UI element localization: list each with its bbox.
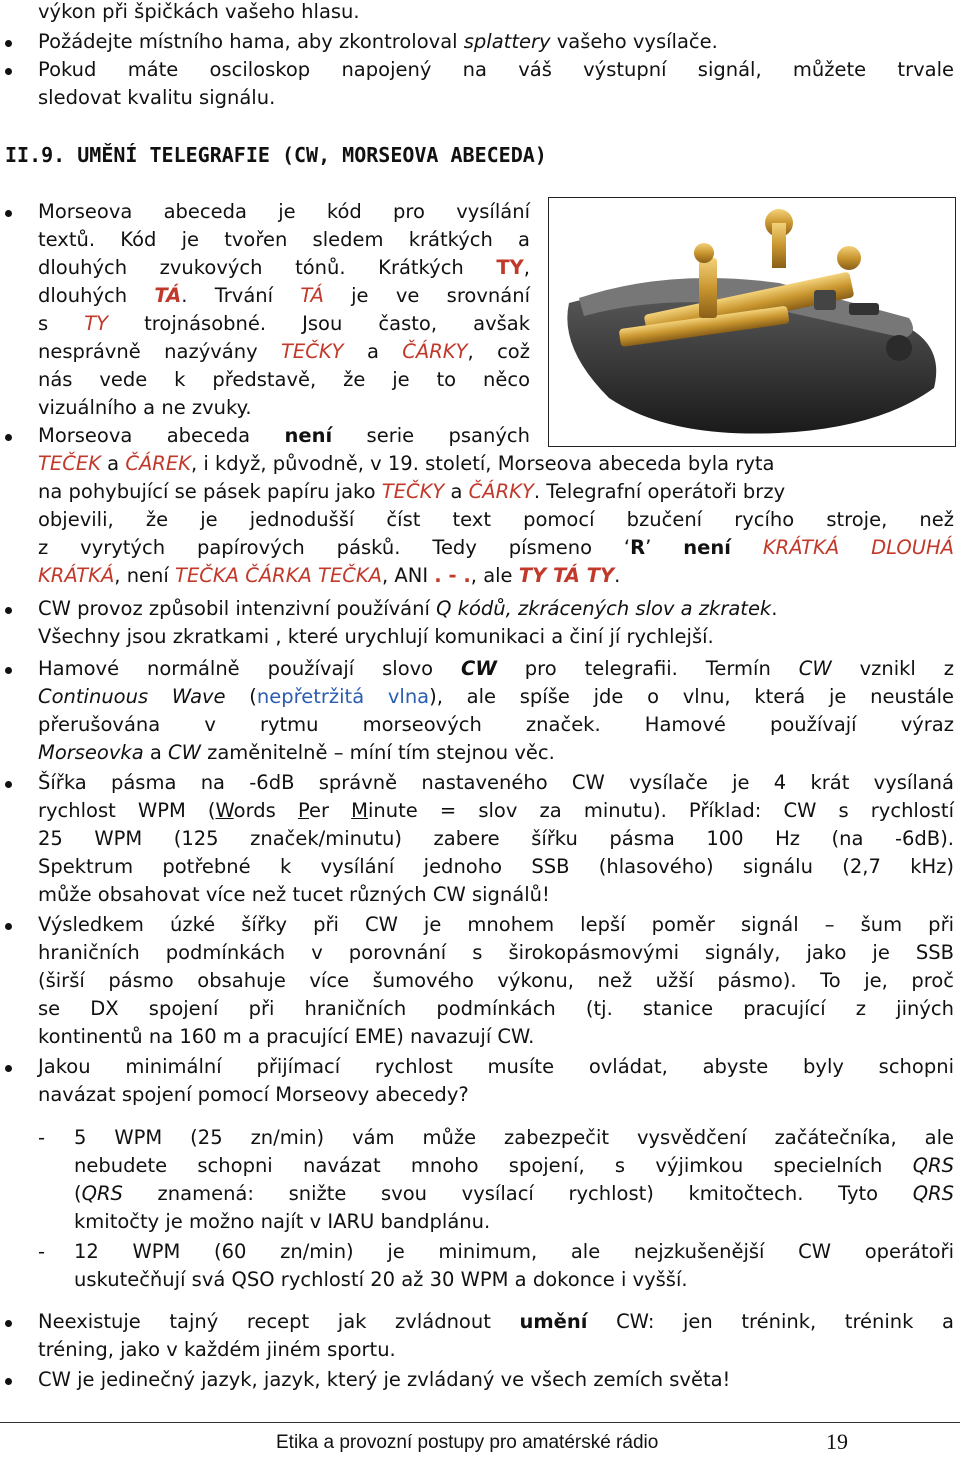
text-line: nás vede k představě, že je to něco [38, 368, 530, 391]
text-line: dlouhých TÁ. Trvání TÁ je ve srovnání [38, 284, 530, 307]
text-line: KRÁTKÁ, není TEČKA ČÁRKA TEČKA, ANI . - ., ale TY TÁ TY. [38, 564, 621, 587]
text-line: navázat spojení pomocí Morseovy abecedy? [38, 1083, 469, 1106]
text-line: Neexistuje tajný recept jak zvládnout umění CW: jen trénink, trénink a [38, 1310, 955, 1333]
bullet [5, 923, 12, 930]
section-heading: II.9. UMĚNÍ TELEGRAFIE (CW, MORSEOVA ABECEDA) [5, 143, 547, 167]
text-line: dlouhých zvukových tónů. Krátkých TY, [38, 256, 530, 279]
text-line: z vyrytých papírových pásků. Tedy písmeno ‘R’ není KRÁTKÁ DLOUHÁ [38, 536, 954, 559]
text-line: může obsahovat více než tucet různých CW signálů! [38, 883, 550, 906]
text-line: s TY trojnásobné. Jsou často, avšak [38, 312, 531, 335]
text-line: nesprávně nazývány TEČKY a ČÁRKY, což [38, 340, 530, 363]
telegraph-key-icon [549, 198, 955, 446]
text-line: nebudete schopni navázat mnoho spojení, s výjimkou specielních QRS [74, 1154, 954, 1177]
text-line: objevili, že je jednodušší číst text pomocí bzučení rycího stroje, než [38, 508, 954, 531]
text-line: přerušována v rytmu morseových značek. Hamové používají výraz [38, 713, 954, 736]
bullet [5, 781, 12, 788]
text-line: 5 WPM (25 zn/min) vám může zabezpečit vysvědčení začátečníka, ale [74, 1126, 954, 1149]
text-line: výkon při špičkách vašeho hlasu. [38, 0, 360, 23]
page-number: 19 [826, 1429, 848, 1454]
bullet [5, 1320, 12, 1327]
text-line: Spektrum potřebné k vysílání jednoho SSB (hlasového) signálu (2,7 kHz) [38, 855, 954, 878]
telegraph-key-image [548, 197, 956, 447]
bullet [5, 607, 12, 614]
text-line: 12 WPM (60 zn/min) je minimum, ale nejzkušenější CW operátoři [74, 1240, 954, 1263]
text-line: Continuous Wave (nepřetržitá vlna), ale spíše jde o vlnu, která je neustále [38, 685, 955, 708]
text-line: Morseova abeceda je kód pro vysílání [38, 200, 530, 223]
text-line: (QRS znamená: snižte svou vysílací rychlost) kmitočtech. Tyto QRS [74, 1182, 954, 1205]
text-line: Morseova abeceda není serie psaných [38, 424, 530, 447]
text-line: kmitočty je možno najít v IARU bandplánu. [74, 1210, 491, 1233]
text-line: sledovat kvalitu signálu. [38, 86, 276, 109]
text-line: tréning, jako v každém jiném sportu. [38, 1338, 396, 1361]
text-line: 25 WPM (125 značek/minutu) zabere šířku pásma 100 Hz (na -6dB). [38, 827, 954, 850]
footer-divider [0, 1422, 960, 1423]
text-line: Výsledkem úzké šířky při CW je mnohem lepší poměr signál – šum při [38, 913, 954, 936]
text-line: Jakou minimální přijímací rychlost musíte ovládat, abyste byly schopni [38, 1055, 954, 1078]
text-line: CW je jedinečný jazyk, jazyk, který je zvládaný ve všech zemích světa! [38, 1368, 731, 1391]
text-line: se DX spojení při hraničních podmínkách (tj. stanice pracující z jiných [38, 997, 954, 1020]
text-line: hraničních podmínkách v porovnání s širokopásmovými signály, jako je SSB [38, 941, 954, 964]
bullet [5, 1378, 12, 1385]
text-line: Hamové normálně používají slovo CW pro telegrafii. Termín CW vznikl z [38, 657, 954, 680]
text-line: vizuálního a ne zvuky. [38, 396, 252, 419]
footer-title: Etika a provozní postupy pro amatérské rádio [276, 1432, 659, 1453]
bullet [5, 68, 12, 75]
text-line: na pohybující se pásek papíru jako TEČKY a ČÁRKY. Telegrafní operátoři brzy [38, 480, 786, 503]
text-line: Všechny jsou zkratkami , které urychlují komunikaci a činí jí rychlejší. [38, 625, 714, 648]
text-line: TEČEK a ČÁREK, i když, původně, v 19. století, Morseova abeceda byla ryta [38, 452, 775, 475]
dash-marker: - [38, 1240, 46, 1263]
text-line: uskutečňují svá QSO rychlostí 20 až 30 WPM a dokonce i vyšší. [74, 1268, 688, 1291]
text-line: textů. Kód je tvořen sledem krátkých a [38, 228, 530, 251]
bullet [5, 667, 12, 674]
dash-marker: - [38, 1126, 46, 1149]
text-line: Šířka pásma na -6dB správně nastaveného CW vysílače je 4 krát vysílaná [38, 771, 954, 794]
text-line: Požádejte místního hama, aby zkontroloval splattery vašeho vysílače. [38, 30, 718, 53]
text-line: CW provoz způsobil intenzivní používání Q kódů, zkrácených slov a zkratek. [38, 597, 778, 620]
text-line: kontinentů na 160 m a pracující EME) navazují CW. [38, 1025, 535, 1048]
text-line: Morseovka a CW zaměnitelně – míní tím stejnou věc. [38, 741, 555, 764]
bullet [5, 40, 12, 47]
text-line: Pokud máte osciloskop napojený na váš výstupní signál, můžete trvale [38, 58, 954, 81]
bullet [5, 434, 12, 441]
text-line: (širší pásmo obsahuje více šumového výkonu, než užší pásmo). To je, proč [38, 969, 954, 992]
bullet [5, 210, 12, 217]
bullet [5, 1065, 12, 1072]
text-line: rychlost WPM (Words Per Minute = slov za minutu). Příklad: CW s rychlostí [38, 799, 954, 822]
